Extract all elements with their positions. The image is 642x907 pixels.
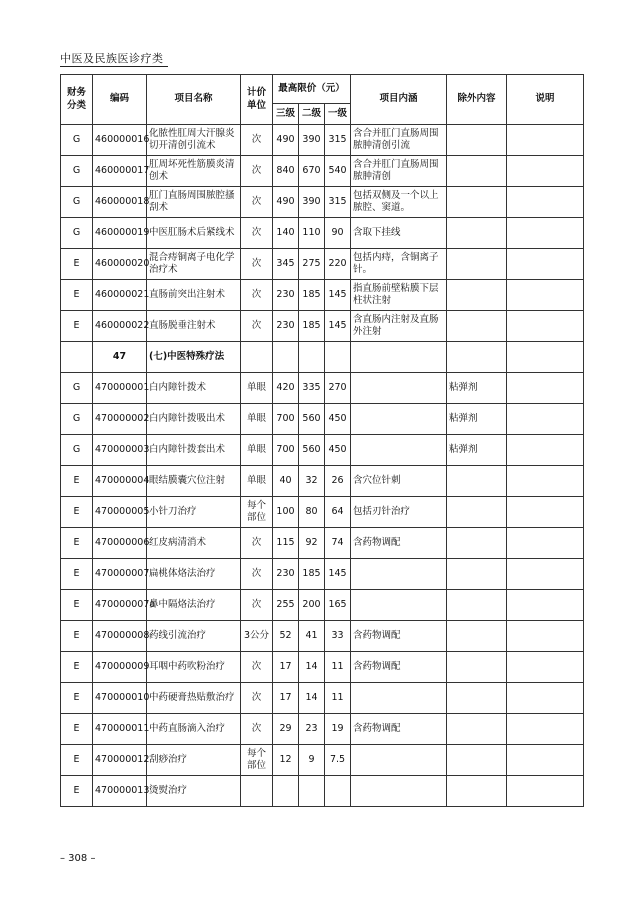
price-level-2-cell: 560 <box>299 404 325 435</box>
price-level-2-cell: 390 <box>299 125 325 156</box>
table-row <box>61 218 584 249</box>
table-row <box>61 311 584 342</box>
price-level-2-cell: 670 <box>299 156 325 187</box>
fin-category-cell: E <box>61 559 93 590</box>
unit-cell: 次 <box>241 559 273 590</box>
item-name-cell: 肛周坏死性筋膜炎清创术 <box>147 156 241 187</box>
excluded-cell <box>447 156 507 187</box>
fin-category-cell: G <box>61 125 93 156</box>
page-number: – 308 – <box>60 853 96 864</box>
fin-category-cell: G <box>61 435 93 466</box>
table-row <box>61 373 584 404</box>
code-cell: 470000007 <box>93 559 147 590</box>
fin-category-cell: E <box>61 683 93 714</box>
price-table <box>60 74 584 807</box>
code-cell: 460000019 <box>93 218 147 249</box>
code-cell: 470000001 <box>93 373 147 404</box>
price-level-1-cell: 145 <box>325 559 351 590</box>
unit-cell: 次 <box>241 714 273 745</box>
code-cell: 460000022 <box>93 311 147 342</box>
unit-cell: 次 <box>241 652 273 683</box>
content-cell: 含穴位针刺 <box>351 466 447 497</box>
table-row <box>61 745 584 776</box>
excluded-cell <box>447 590 507 621</box>
price-level-2-cell: 80 <box>299 497 325 528</box>
excluded-cell <box>447 466 507 497</box>
price-level-1-cell: 145 <box>325 280 351 311</box>
notes-cell <box>507 652 584 683</box>
code-cell: 470000010 <box>93 683 147 714</box>
fin-category-cell: G <box>61 187 93 218</box>
price-level-1-cell: 165 <box>325 590 351 621</box>
unit-cell: 单眼 <box>241 373 273 404</box>
price-level-3-cell: 345 <box>273 249 299 280</box>
fin-category-cell: E <box>61 528 93 559</box>
content-cell: 含合并肛门直肠周围脓肿清创引流 <box>351 125 447 156</box>
excluded-cell <box>447 187 507 218</box>
content-cell <box>351 590 447 621</box>
item-name-cell: 药线引流治疗 <box>147 621 241 652</box>
content-cell <box>351 404 447 435</box>
price-level-3-cell: 230 <box>273 559 299 590</box>
price-level-1-cell: 90 <box>325 218 351 249</box>
notes-cell <box>507 218 584 249</box>
code-cell: 470000005 <box>93 497 147 528</box>
price-level-3-cell: 52 <box>273 621 299 652</box>
fin-category-cell: E <box>61 621 93 652</box>
fin-category-cell: E <box>61 311 93 342</box>
fin-category-cell: E <box>61 652 93 683</box>
price-level-1-cell: 11 <box>325 683 351 714</box>
code-cell: 470000013 <box>93 776 147 807</box>
price-level-3-cell: 140 <box>273 218 299 249</box>
header-unit: 计价单位 <box>241 75 273 125</box>
unit-cell <box>241 776 273 807</box>
price-level-2-cell: 185 <box>299 559 325 590</box>
fin-category-cell: E <box>61 590 93 621</box>
price-level-1-cell: 315 <box>325 187 351 218</box>
content-cell: 指直肠前壁粘膜下层柱状注射 <box>351 280 447 311</box>
price-level-1-cell: 7.5 <box>325 745 351 776</box>
price-level-3-cell: 230 <box>273 280 299 311</box>
notes-cell <box>507 528 584 559</box>
price-level-1-cell: 145 <box>325 311 351 342</box>
price-level-3-cell: 17 <box>273 683 299 714</box>
price-level-2-cell: 335 <box>299 373 325 404</box>
table-row <box>61 156 584 187</box>
price-level-3-cell: 840 <box>273 156 299 187</box>
content-cell: 含药物调配 <box>351 621 447 652</box>
header-price-group: 最高限价（元） <box>273 75 351 104</box>
unit-cell: 次 <box>241 683 273 714</box>
excluded-cell <box>447 311 507 342</box>
excluded-cell: 粘弹剂 <box>447 435 507 466</box>
notes-cell <box>507 280 584 311</box>
notes-cell <box>507 745 584 776</box>
section-code: 47 <box>93 342 147 373</box>
header-notes: 说明 <box>507 75 584 125</box>
price-level-2-cell: 32 <box>299 466 325 497</box>
notes-cell <box>507 683 584 714</box>
excluded-cell <box>447 497 507 528</box>
price-level-1-cell: 33 <box>325 621 351 652</box>
notes-cell <box>507 466 584 497</box>
price-level-2-cell: 14 <box>299 652 325 683</box>
fin-category-cell: E <box>61 249 93 280</box>
price-level-3-cell: 100 <box>273 497 299 528</box>
excluded-cell <box>447 249 507 280</box>
price-level-1-cell: 450 <box>325 435 351 466</box>
price-level-3-cell: 29 <box>273 714 299 745</box>
price-level-2-cell <box>299 776 325 807</box>
price-level-1-cell: 220 <box>325 249 351 280</box>
excluded-cell <box>447 218 507 249</box>
unit-cell: 单眼 <box>241 435 273 466</box>
price-level-3-cell: 115 <box>273 528 299 559</box>
table-row <box>61 528 584 559</box>
content-cell: 含直肠内注射及直肠外注射 <box>351 311 447 342</box>
content-cell: 含药物调配 <box>351 714 447 745</box>
code-cell: 470000012 <box>93 745 147 776</box>
price-level-2-cell: 390 <box>299 187 325 218</box>
table-row <box>61 559 584 590</box>
table-row <box>61 497 584 528</box>
item-name-cell: 耳咽中药吹粉治疗 <box>147 652 241 683</box>
content-cell: 含合并肛门直肠周围脓肿清创 <box>351 156 447 187</box>
content-cell <box>351 776 447 807</box>
price-level-3-cell: 12 <box>273 745 299 776</box>
fin-category-cell: E <box>61 280 93 311</box>
unit-cell: 次 <box>241 156 273 187</box>
content-cell <box>351 683 447 714</box>
item-name-cell: 眼结膜囊穴位注射 <box>147 466 241 497</box>
header-level-3: 三级 <box>273 104 299 125</box>
table-row <box>61 435 584 466</box>
code-cell: 460000016 <box>93 125 147 156</box>
item-name-cell: 中医肛肠术后紧线术 <box>147 218 241 249</box>
price-level-2-cell: 14 <box>299 683 325 714</box>
fin-category-cell: G <box>61 156 93 187</box>
item-name-cell: 鼻中隔烙法治疗 <box>147 590 241 621</box>
excluded-cell <box>447 683 507 714</box>
item-name-cell: 中药硬膏热贴敷治疗 <box>147 683 241 714</box>
item-name-cell: 白内障针拨吸出术 <box>147 404 241 435</box>
unit-cell: 3公分 <box>241 621 273 652</box>
price-level-1-cell: 540 <box>325 156 351 187</box>
notes-cell <box>507 621 584 652</box>
table-row <box>61 466 584 497</box>
section-blank <box>61 342 93 373</box>
unit-cell: 单眼 <box>241 466 273 497</box>
notes-cell <box>507 559 584 590</box>
header-item-name: 项目名称 <box>147 75 241 125</box>
notes-cell <box>507 776 584 807</box>
unit-cell: 次 <box>241 249 273 280</box>
content-cell: 含药物调配 <box>351 652 447 683</box>
code-cell: 460000017 <box>93 156 147 187</box>
excluded-cell <box>447 776 507 807</box>
price-level-1-cell: 270 <box>325 373 351 404</box>
item-name-cell: 混合痔铜离子电化学治疗术 <box>147 249 241 280</box>
code-cell: 470000004 <box>93 466 147 497</box>
price-level-1-cell <box>325 776 351 807</box>
price-level-3-cell: 700 <box>273 404 299 435</box>
unit-cell: 次 <box>241 311 273 342</box>
price-level-3-cell: 490 <box>273 125 299 156</box>
code-cell: 470000006 <box>93 528 147 559</box>
notes-cell <box>507 435 584 466</box>
unit-cell: 次 <box>241 528 273 559</box>
header-level-1: 一级 <box>325 104 351 125</box>
fin-category-cell: G <box>61 404 93 435</box>
item-name-cell: 红皮病清消术 <box>147 528 241 559</box>
code-cell: 470000008 <box>93 621 147 652</box>
page-header-title: 中医及民族医诊疗类 <box>60 52 164 65</box>
item-name-cell: 直肠前突出注射术 <box>147 280 241 311</box>
price-level-2-cell: 185 <box>299 280 325 311</box>
price-level-2-cell: 560 <box>299 435 325 466</box>
header-excluded: 除外内容 <box>447 75 507 125</box>
header-level-2: 二级 <box>299 104 325 125</box>
fin-category-cell: E <box>61 466 93 497</box>
price-level-3-cell: 490 <box>273 187 299 218</box>
fin-category-cell: E <box>61 776 93 807</box>
header-fin-category: 财务分类 <box>61 75 93 125</box>
price-level-3-cell: 700 <box>273 435 299 466</box>
price-level-2-cell: 23 <box>299 714 325 745</box>
excluded-cell: 粘弹剂 <box>447 404 507 435</box>
price-level-2-cell: 275 <box>299 249 325 280</box>
table-row <box>61 187 584 218</box>
price-level-3-cell: 230 <box>273 311 299 342</box>
table-row <box>61 776 584 807</box>
unit-cell: 次 <box>241 125 273 156</box>
content-cell: 包括内痔，含铜离子针。 <box>351 249 447 280</box>
price-level-3-cell <box>273 776 299 807</box>
code-cell: 460000021 <box>93 280 147 311</box>
content-cell: 含药物调配 <box>351 528 447 559</box>
table-row <box>61 621 584 652</box>
price-level-2-cell: 185 <box>299 311 325 342</box>
unit-cell: 次 <box>241 280 273 311</box>
notes-cell <box>507 249 584 280</box>
unit-cell: 单眼 <box>241 404 273 435</box>
code-cell: 470000002 <box>93 404 147 435</box>
notes-cell <box>507 497 584 528</box>
excluded-cell <box>447 745 507 776</box>
unit-cell: 每个部位 <box>241 497 273 528</box>
price-level-2-cell: 41 <box>299 621 325 652</box>
price-level-3-cell: 420 <box>273 373 299 404</box>
notes-cell <box>507 590 584 621</box>
table-row <box>61 683 584 714</box>
excluded-cell <box>447 714 507 745</box>
unit-cell: 次 <box>241 218 273 249</box>
price-level-1-cell: 450 <box>325 404 351 435</box>
table-row <box>61 590 584 621</box>
fin-category-cell: E <box>61 745 93 776</box>
content-cell: 包括双侧及一个以上脓腔、窦道。 <box>351 187 447 218</box>
item-name-cell: 烫熨治疗 <box>147 776 241 807</box>
notes-cell <box>507 404 584 435</box>
price-level-3-cell: 255 <box>273 590 299 621</box>
unit-cell: 每个部位 <box>241 745 273 776</box>
content-cell: 含取下挂线 <box>351 218 447 249</box>
table-row <box>61 280 584 311</box>
price-level-2-cell: 110 <box>299 218 325 249</box>
code-cell: 470000003 <box>93 435 147 466</box>
price-level-2-cell: 92 <box>299 528 325 559</box>
table-row <box>61 249 584 280</box>
fin-category-cell: G <box>61 218 93 249</box>
table-row <box>61 652 584 683</box>
table-row <box>61 714 584 745</box>
section-name: (七)中医特殊疗法 <box>147 342 241 373</box>
table-row <box>61 125 584 156</box>
content-cell <box>351 745 447 776</box>
price-level-1-cell: 64 <box>325 497 351 528</box>
item-name-cell: 刮痧治疗 <box>147 745 241 776</box>
price-level-1-cell: 19 <box>325 714 351 745</box>
notes-cell <box>507 311 584 342</box>
fin-category-cell: E <box>61 497 93 528</box>
code-cell: 470000009 <box>93 652 147 683</box>
notes-cell <box>507 187 584 218</box>
content-cell <box>351 435 447 466</box>
excluded-cell: 粘弹剂 <box>447 373 507 404</box>
header-underline <box>60 66 168 67</box>
fin-category-cell: E <box>61 714 93 745</box>
code-cell: 460000018 <box>93 187 147 218</box>
price-level-1-cell: 11 <box>325 652 351 683</box>
item-name-cell: 白内障针拨套出术 <box>147 435 241 466</box>
notes-cell <box>507 714 584 745</box>
excluded-cell <box>447 621 507 652</box>
item-name-cell: 化脓性肛周大汗腺炎切开清创引流术 <box>147 125 241 156</box>
item-name-cell: 肛门直肠周围脓腔搔刮术 <box>147 187 241 218</box>
code-cell: 470000011 <box>93 714 147 745</box>
code-cell: 470000007a <box>93 590 147 621</box>
item-name-cell: 直肠脱垂注射术 <box>147 311 241 342</box>
price-level-1-cell: 315 <box>325 125 351 156</box>
item-name-cell: 扁桃体烙法治疗 <box>147 559 241 590</box>
content-cell: 包括刃针治疗 <box>351 497 447 528</box>
price-level-2-cell: 200 <box>299 590 325 621</box>
fin-category-cell: G <box>61 373 93 404</box>
price-level-3-cell: 17 <box>273 652 299 683</box>
excluded-cell <box>447 280 507 311</box>
excluded-cell <box>447 559 507 590</box>
code-cell: 460000020 <box>93 249 147 280</box>
header-content: 项目内涵 <box>351 75 447 125</box>
notes-cell <box>507 125 584 156</box>
price-level-1-cell: 74 <box>325 528 351 559</box>
notes-cell <box>507 373 584 404</box>
price-level-3-cell: 40 <box>273 466 299 497</box>
excluded-cell <box>447 528 507 559</box>
item-name-cell: 白内障针拨术 <box>147 373 241 404</box>
item-name-cell: 小针刀治疗 <box>147 497 241 528</box>
notes-cell <box>507 156 584 187</box>
content-cell <box>351 373 447 404</box>
price-level-2-cell: 9 <box>299 745 325 776</box>
content-cell <box>351 559 447 590</box>
price-level-1-cell: 26 <box>325 466 351 497</box>
excluded-cell <box>447 652 507 683</box>
unit-cell: 次 <box>241 590 273 621</box>
item-name-cell: 中药直肠滴入治疗 <box>147 714 241 745</box>
unit-cell: 次 <box>241 187 273 218</box>
table-row <box>61 404 584 435</box>
excluded-cell <box>447 125 507 156</box>
header-code: 编码 <box>93 75 147 125</box>
section-row <box>61 342 584 373</box>
